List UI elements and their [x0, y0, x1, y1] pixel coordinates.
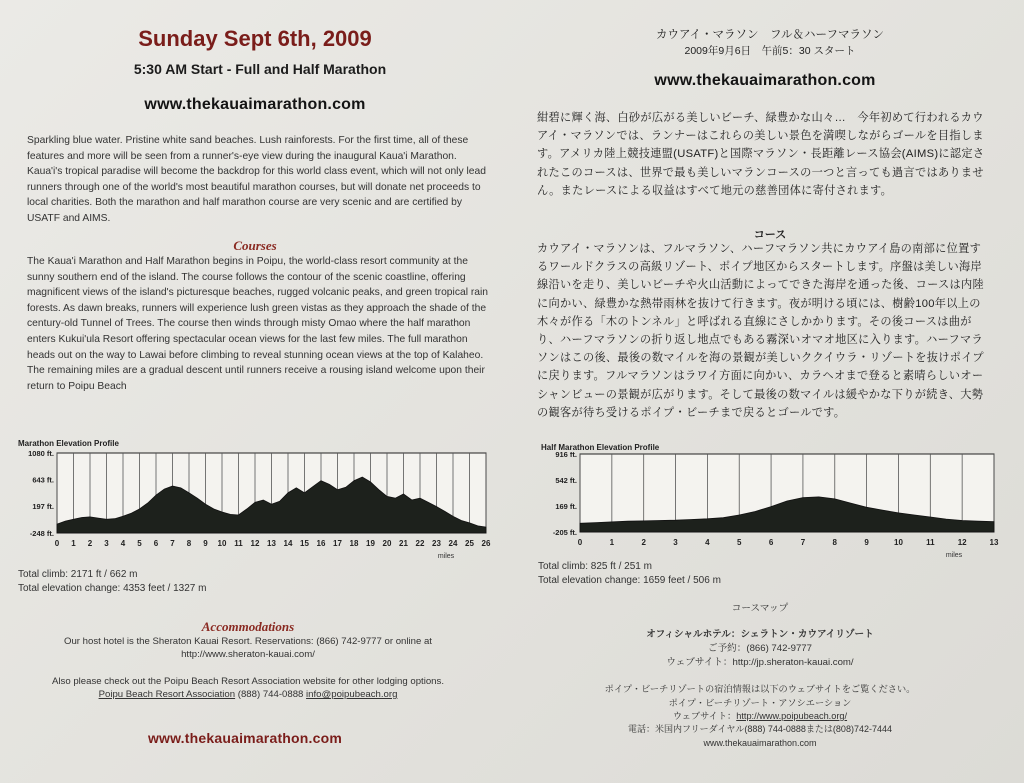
x-tick-label: 9 — [864, 538, 869, 547]
pbra-phone: (888) 744-0888 — [235, 689, 307, 700]
x-tick-label: 17 — [333, 539, 342, 548]
x-tick-label: 0 — [54, 539, 60, 548]
x-tick-label: 11 — [926, 538, 935, 547]
x-tick-label: 12 — [957, 538, 967, 547]
jp-course-heading: コース — [753, 229, 787, 241]
x-axis-label: miles — [437, 553, 455, 560]
lodging-options-line: Also please check out the Poipu Beach Resort Association website for other lodging options. — [52, 676, 444, 687]
x-tick-label: 6 — [768, 538, 774, 547]
half-total-climb: Total climb: 825 ft / 251 m — [538, 561, 652, 572]
x-tick-label: 2 — [641, 538, 646, 547]
x-tick-label: 12 — [250, 539, 260, 548]
y-tick-label: 1080 ft. — [28, 450, 54, 458]
jp-title: カウアイ・マラソン フル＆ハーフマラソン — [656, 29, 884, 41]
jp-association-web-label: ウェブサイト： — [672, 711, 737, 721]
x-tick-label: 14 — [283, 539, 293, 548]
x-tick-label: 21 — [399, 539, 408, 548]
x-tick-label: 1 — [609, 538, 615, 547]
x-tick-label: 7 — [170, 539, 175, 548]
x-tick-label: 3 — [673, 538, 678, 547]
x-tick-label: 15 — [300, 539, 309, 548]
jp-website-url[interactable]: www.thekauaimarathon.com — [654, 72, 876, 89]
intro-paragraph: Sparkling blue water. Pristine white sand beaches. Lush rainforests. For the first time, all of these features and more will be seen from a runner's-eye view during the inaugural Kaua'i Marathon. Kaua'i's tropical paradise will become the backdrop for this world class event, which will not only lead runners through one of the world's most beautiful marathon courses, but will donate net proceeds to local charities. Both the marathon and half marathon course are very scenic and are certified by USATF and AIMS. — [27, 135, 486, 224]
x-tick-label: 19 — [366, 539, 375, 548]
x-tick-label: 7 — [800, 538, 806, 547]
marathon-elevation-change: Total elevation change: 4353 feet / 1327 m — [18, 583, 207, 594]
x-tick-label: 16 — [316, 539, 326, 548]
jp-lodging-line: ポイプ・ビーチリゾートの宿泊情報は以下のウェブサイトをご覧ください。 — [604, 684, 916, 694]
event-date-title: Sunday Sept 6th, 2009 — [138, 26, 372, 51]
pbra-email-link[interactable]: info@poipubeach.org — [306, 689, 398, 700]
x-tick-label: 4 — [705, 538, 710, 547]
x-tick-label: 10 — [217, 539, 227, 548]
x-tick-label: 2 — [87, 539, 93, 548]
marathon-total-climb: Total climb: 2171 ft / 662 m — [18, 569, 138, 580]
jp-association-web-line — [560, 710, 960, 723]
x-tick-label: 26 — [481, 539, 491, 548]
x-tick-label: 5 — [737, 538, 742, 547]
half-marathon-elevation-chart — [537, 452, 999, 564]
x-tick-label: 10 — [894, 538, 903, 547]
jp-phone-line: 電話：米国内フリーダイヤル(888) 744-0888または(808)742-7444 — [628, 724, 892, 734]
pbra-contact-line — [8, 688, 488, 701]
x-tick-label: 23 — [432, 539, 441, 548]
x-tick-label: 1 — [71, 539, 76, 548]
y-tick-label: 916 ft. — [555, 452, 577, 459]
jp-course-map-heading: コースマップ — [731, 603, 789, 614]
jp-footer-url[interactable]: www.thekauaimarathon.com — [703, 738, 817, 748]
jp-official-hotel: オフィシャルホテル：シェラトン・カウアイリゾート — [646, 629, 874, 640]
start-time-subtitle: 5:30 AM Start - Full and Half Marathon — [133, 61, 387, 77]
marathon-elevation-chart — [14, 450, 494, 570]
x-tick-label: 8 — [186, 539, 192, 548]
y-tick-label: 542 ft. — [555, 476, 577, 486]
courses-paragraph: The Kaua'i Marathon and Half Marathon begins in Poipu, the world-class resort community at the sunny southern end of the island. The course follows the contour of the scenic coastline, offering magnificent views of the island's picturesque beaches, rugged volcanic peaks, and green tropical rain forests. As dawn breaks, runners will experience lush green vistas as they approach the shade of the century-old Tunnel of Trees. The course then winds through misty Omao where the half marathon enters Kukui'ula Resort offering spectacular ocean views for the last few miles. The full marathon heads out on the way to Lawai before climbing to reveal stunning ocean views at the top of Kalaheo. The remaining miles are a gradual descent until runners receive a rousing island welcome upon their return to Poipu Beach — [27, 256, 489, 392]
x-tick-label: 3 — [104, 539, 109, 548]
x-tick-label: 18 — [349, 539, 359, 548]
x-tick-label: 0 — [577, 538, 583, 547]
x-tick-label: 20 — [382, 539, 392, 548]
jp-association-line: ポイプ・ビーチリゾート・アソシエーション — [668, 698, 852, 708]
x-tick-label: 11 — [234, 539, 243, 548]
jp-date: 2009年9月6日 午前5：30 スタート — [684, 45, 856, 57]
x-tick-label: 13 — [989, 538, 999, 547]
x-tick-label: 13 — [267, 539, 276, 548]
pbra-name-link[interactable]: Poipu Beach Resort Association — [98, 689, 236, 700]
x-tick-label: 8 — [832, 538, 837, 547]
jp-course-paragraph: カウアイ・マラソンは、フルマラソン、ハーフマラソン共にカウアイ島の南部に位置するワールドクラスの高級リゾート、ポイプ地区からスタートします。序盤は美しい海岸線沿いを走り、美しいビーチや火山活動によってできた海岸を通った後、コースは内陸に向かい、緑豊かな熱帯雨林を抜けて行きます。夜が明ける頃には、樹齢100年以上の木々が作る「木のトンネル」と呼ばれる直線にさしかかります。その後コースは曲がり、ハーフマラソンの折り返し地点でもある霧深いオマオ地区に入ります。ハーフマラソンはこの後、最後の数マイルを海の景観が美しいククイウラ・リゾートを抜けポイプに戻ります。フルマラソンはラワイ方面に向かい、カラヘオまで登ると素晴らしいオーシャンビューの景観が広がります。そして最後の数マイルは緩やかな下りが続き、大勢の観客が待ち受けるポイプ・ビーチまで戻るとゴールです。 — [537, 243, 985, 419]
half-elevation-change: Total elevation change: 1659 feet / 506 m — [538, 575, 721, 586]
half-marathon-chart-title: Half Marathon Elevation Profile — [541, 443, 660, 452]
y-tick-label: 197 ft. — [32, 502, 54, 512]
accommodations-heading: Accommodations — [201, 619, 295, 634]
sheraton-url[interactable]: http://www.sheraton-kauai.com/ — [181, 649, 315, 660]
footer-website-url[interactable]: www.thekauaimarathon.com — [147, 730, 343, 746]
jp-sheraton-web-line[interactable]: ウェブサイト：http://jp.sheraton-kauai.com/ — [666, 657, 854, 668]
x-axis-label: miles — [945, 552, 963, 559]
y-tick-label: 643 ft. — [32, 475, 54, 485]
x-tick-label: 6 — [153, 539, 159, 548]
website-url[interactable]: www.thekauaimarathon.com — [144, 96, 366, 113]
marathon-chart-title: Marathon Elevation Profile — [18, 439, 119, 448]
poipubeach-url-link[interactable]: http://www.poipubeach.org/ — [736, 711, 848, 721]
x-tick-label: 9 — [203, 539, 208, 548]
courses-heading: Courses — [233, 238, 277, 253]
x-tick-label: 24 — [448, 539, 458, 548]
jp-intro-paragraph: 紺碧に輝く海、白砂が広がる美しいビーチ、緑豊かな山々… 今年初めて行われるカウアイ・マラソンでは、ランナーはこれらの美しい景色を満喫しながらゴールを目指します。アメリカ陸上競技連盟(USATF)と国際マラソン・長距離レース協会(AIMS)に認定されたこのコースは、世界で最も美しいマランコースの一つと言っても過言ではありません。またレースによる収益はすべて地元の慈善団体に寄付されます。 — [537, 112, 985, 197]
x-tick-label: 25 — [465, 539, 474, 548]
x-tick-label: 5 — [137, 539, 142, 548]
host-hotel-line: Our host hotel is the Sheraton Kauai Resort. Reservations: (866) 742-9777 or online at — [64, 636, 432, 647]
y-tick-label: 169 ft. — [555, 501, 577, 511]
y-tick-label: -205 ft. — [552, 528, 577, 537]
jp-reservation-line: ご予約：(866) 742-9777 — [708, 643, 812, 654]
x-tick-label: 4 — [120, 539, 126, 548]
y-tick-label: -248 ft. — [29, 529, 54, 538]
x-tick-label: 22 — [415, 539, 425, 548]
